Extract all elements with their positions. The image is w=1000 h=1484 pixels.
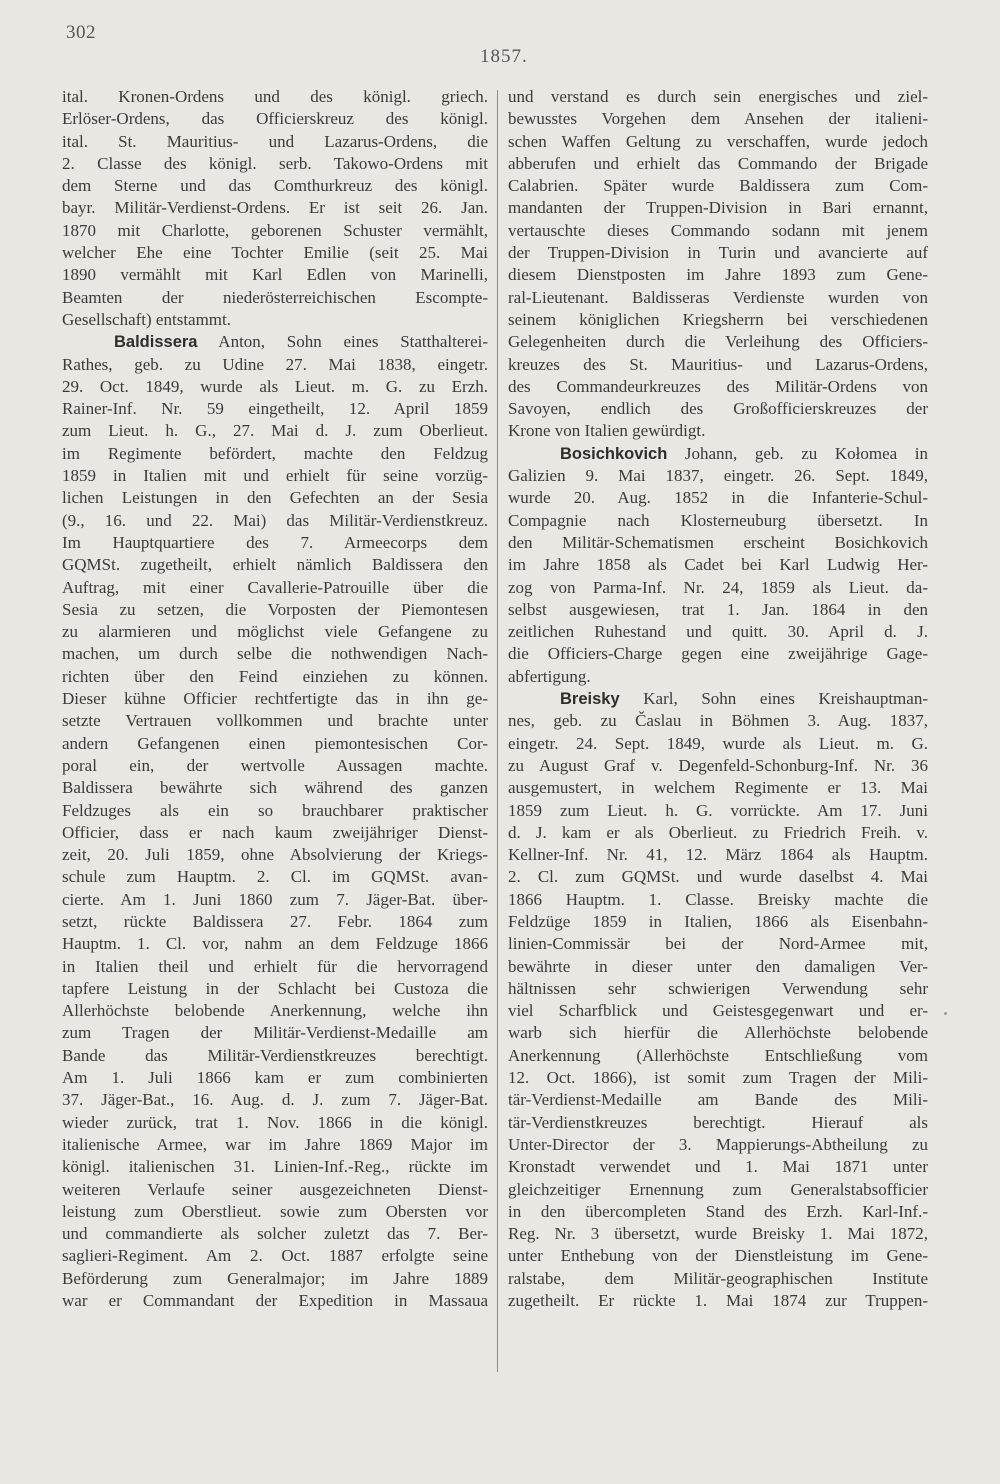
column-divider	[497, 90, 498, 1372]
text-line: in Italien theil und erhielt für die hervorragend	[62, 956, 488, 976]
text-line: Gelegenheiten durch die Verleihung des Officiers-	[508, 332, 928, 352]
text-line: zugetheilt. Er rückte 1. Mai 1874 zur Truppen-	[508, 1291, 928, 1311]
text-line: 12. Oct. 1866), ist somit zum Tragen der Mili-	[508, 1068, 928, 1088]
text-line: Bosichkovich Johann, geb. zu Kołomea in	[560, 443, 928, 463]
text-line: tär-Verdienstkreuzes berechtigt. Hierauf als	[508, 1112, 928, 1132]
text-line: 37. Jäger-Bat., 16. Aug. d. J. zum 7. Jäger-Bat.	[62, 1090, 488, 1110]
text-line: 1859 in Italien mit und erhielt für seine vorzüg-	[62, 466, 488, 486]
text-line: Kellner-Inf. Nr. 41, 12. März 1864 als Hauptm.	[508, 845, 928, 865]
text-line: 1859 zum Lieut. h. G. vorrückte. Am 17. Juni	[508, 800, 928, 820]
text-line: 2. Classe des königl. serb. Takowo-Ordens mit	[62, 153, 488, 173]
text-line: weiteren Verlaufe seiner ausgezeichneten Dienst-	[62, 1179, 488, 1199]
text-line: gleichzeitiger Ernennung zum Generalstabsofficier	[508, 1179, 928, 1199]
text-line: Kronstadt verwendet und 1. Mai 1871 unter	[508, 1157, 928, 1177]
text-line: bayr. Militär-Verdienst-Ordens. Er ist seit 26. Jan.	[62, 198, 488, 218]
text-line: linien-Commissär bei der Nord-Armee mit,	[508, 934, 928, 954]
right-column	[508, 86, 928, 1312]
text-line: (9., 16. und 22. Mai) das Militär-Verdienstkreuz.	[62, 510, 488, 530]
text-line: Officier, dass er nach kaum zweijähriger Dienst-	[62, 822, 488, 842]
text-line: mandanten der Truppen-Division in Bari ernannt,	[508, 198, 928, 218]
text-line: Baldissera Anton, Sohn eines Statthalterei-	[114, 332, 488, 352]
text-line: Galizien 9. Mai 1837, eingetr. 26. Sept. 1849,	[508, 466, 928, 486]
text-line: zeit, 20. Juli 1859, ohne Absolvierung der Kriegs-	[62, 845, 488, 865]
text-line: Dieser kühne Officier rechtfertigte das in ihn ge-	[62, 689, 488, 709]
text-line: selbst ausgewiesen, trat 1. Jan. 1864 in den	[508, 599, 928, 619]
text-line: dem Sterne und das Comthurkreuz des königl.	[62, 176, 488, 196]
text-line: Rathes, geb. zu Udine 27. Mai 1838, eingetr.	[62, 354, 488, 374]
text-line: italienische Armee, war im Jahre 1869 Major im	[62, 1134, 488, 1154]
text-line: und verstand es durch sein energisches und ziel-	[508, 87, 928, 106]
text-line: ital. St. Mauritius- und Lazarus-Ordens, die	[62, 131, 488, 151]
text-line: Breisky Karl, Sohn eines Kreishauptman-	[560, 689, 928, 709]
text-line: zeitlichen Ruhestand und quitt. 30. April d. J.	[508, 622, 928, 642]
text-line: warb sich hierfür die Allerhöchste belobende	[508, 1023, 928, 1043]
text-line: saglieri-Regiment. Am 2. Oct. 1887 erfolgte seine	[62, 1246, 488, 1266]
text-line: ralstabe, dem Militär-geographischen Institute	[508, 1268, 928, 1288]
text-line: Reg. Nr. 3 übersetzt, wurde Breisky 1. Mai 1872,	[508, 1224, 928, 1244]
text-line: Savoyen, endlich des Großofficierskreuzes der	[508, 399, 928, 419]
text-line: Beamten der niederösterreichischen Escompte-	[62, 287, 488, 307]
text-line: zum Tragen der Militär-Verdienst-Medaille am	[62, 1023, 488, 1043]
page-number: 302	[66, 22, 96, 43]
left-column	[62, 86, 488, 1312]
text-line: Erlöser-Ordens, das Officierskreuz des königl.	[62, 109, 488, 129]
text-line: machen, um durch selbe die nothwendigen Nach-	[62, 644, 488, 664]
text-line: abberufen und erhielt das Commando der Brigade	[508, 153, 928, 173]
text-line: Im Hauptquartiere des 7. Armeecorps dem	[62, 532, 488, 552]
text-line: ausgemustert, in welchem Regimente er 13. Mai	[508, 778, 928, 798]
text-line: 1866 Hauptm. 1. Classe. Breisky machte die	[508, 889, 928, 909]
text-line: königl. italienischen 31. Linien-Inf.-Reg., rückte im	[62, 1157, 488, 1177]
entry-name: Breisky	[560, 690, 620, 709]
text-line: setzt, rückte Baldissera 27. Febr. 1864 zum	[62, 911, 488, 931]
text-line: im Jahre 1858 als Cadet bei Karl Ludwig Her-	[508, 555, 928, 575]
text-line: Sesia zu setzen, die Vorposten der Piemontesen	[62, 599, 488, 619]
text-line: lichen Leistungen in den Gefechten an der Sesia	[62, 488, 488, 508]
text-line: zum Lieut. h. G., 27. Mai d. J. zum Oberlieut.	[62, 421, 488, 441]
text-line: d. J. kam er als Oberlieut. zu Friedrich Freih. v.	[508, 822, 928, 842]
text-line: Allerhöchste belobende Anerkennung, welche ihn	[62, 1001, 488, 1021]
text-line: Beförderung zum Generalmajor; im Jahre 1889	[62, 1268, 488, 1288]
text-line: GQMSt. zugetheilt, erhielt nämlich Baldissera den	[62, 555, 488, 575]
text-line: bewährte in dieser unter den damaligen Ver-	[508, 956, 928, 976]
text-line: den Militär-Schematismen erscheint Bosichkovich	[508, 532, 928, 552]
entry-name: Baldissera	[114, 333, 198, 352]
text-line: der Truppen-Division in Turin und avancierte auf	[508, 243, 928, 263]
text-line: Rainer-Inf. Nr. 59 eingetheilt, 12. April 1859	[62, 399, 488, 419]
text-line: wurde 20. Aug. 1852 in die Infanterie-Schul-	[508, 488, 928, 508]
text-line: im Regimente befördert, machte den Feldzug	[62, 443, 488, 463]
text-line: tär-Verdienst-Medaille am Bande des Mili-	[508, 1090, 928, 1110]
text-line: abfertigung.	[508, 666, 591, 686]
text-line: tapfere Leistung in der Schlacht bei Custoza die	[62, 978, 488, 998]
paper-speck	[944, 1012, 947, 1015]
text-line: seinem königlichen Kriegsherrn bei verschiedenen	[508, 309, 928, 329]
text-line: wieder zurück, trat 1. Nov. 1866 in die königl.	[62, 1112, 488, 1132]
text-line: eingetr. 24. Sept. 1849, wurde als Lieut. m. G.	[508, 733, 928, 753]
text-line: viel Scharfblick und Geistesgegenwart und er-	[508, 1001, 928, 1021]
text-line: ital. Kronen-Ordens und des königl. griech.	[62, 87, 488, 106]
text-line: Gesellschaft) entstammt.	[62, 309, 232, 329]
text-line: kreuzes des St. Mauritius- und Lazarus-Ordens,	[508, 354, 928, 374]
text-line: und commandierte als solcher zuletzt das 7. Ber-	[62, 1224, 488, 1244]
text-line: Auftrag, mit einer Cavallerie-Patrouille über die	[62, 577, 488, 597]
text-line: zu alarmieren und möglichst viele Gefangene zu	[62, 622, 488, 642]
text-line: Compagnie nach Klosterneuburg übersetzt. In	[508, 510, 928, 530]
text-line: Calabrien. Später wurde Baldissera zum Com-	[508, 176, 928, 196]
text-line: war er Commandant der Expedition in Massaua	[62, 1291, 488, 1311]
text-line: in den übercompleten Stand des Erzh. Karl-Inf.-	[508, 1201, 928, 1221]
text-line: zog von Parma-Inf. Nr. 24, 1859 als Lieut. da-	[508, 577, 928, 597]
text-line: zu August Graf v. Degenfeld-Schonburg-Inf. Nr. 36	[508, 755, 928, 775]
text-line: setzte Vertrauen vollkommen und brachte unter	[62, 711, 488, 731]
text-line: cierte. Am 1. Juni 1860 zum 7. Jäger-Bat. über-	[62, 889, 488, 909]
text-line: schule zum Hauptm. 2. Cl. im GQMSt. avan-	[62, 867, 488, 887]
text-line: hältnissen sehr schwierigen Verwendung sehr	[508, 978, 928, 998]
text-line: schen Waffen Geltung zu verschaffen, wurde jedoch	[508, 131, 928, 151]
text-line: Hauptm. 1. Cl. vor, nahm an dem Feldzuge 1866	[62, 934, 488, 954]
text-line: Baldissera bewährte sich während des ganzen	[62, 778, 488, 798]
text-line: vertauschte dieses Commando sodann mit jenem	[508, 220, 928, 240]
text-line: 29. Oct. 1849, wurde als Lieut. m. G. zu Erzh.	[62, 376, 488, 396]
text-line: Am 1. Juli 1866 kam er zum combinierten	[62, 1068, 488, 1088]
text-line: Krone von Italien gewürdigt.	[508, 421, 706, 441]
text-line: Unter-Director der 3. Mappierungs-Abtheilung zu	[508, 1134, 928, 1154]
text-line: nes, geb. zu Časlau in Böhmen 3. Aug. 1837,	[508, 711, 928, 731]
text-line: 1890 vermählt mit Karl Edlen von Marinelli,	[62, 265, 488, 285]
text-line: Feldzüge 1859 in Italien, 1866 als Eisenbahn-	[508, 911, 928, 931]
entry-name: Bosichkovich	[560, 444, 668, 463]
text-line: andern Gefangenen einen piemontesischen Cor-	[62, 733, 488, 753]
text-line: 1870 mit Charlotte, geborenen Schuster vermählt,	[62, 220, 488, 240]
text-line: unter Enthebung von der Dienstleistung im Gene-	[508, 1246, 928, 1266]
text-line: poral ein, der wertvolle Aussagen machte.	[62, 755, 488, 775]
text-line: die Officiers-Charge gegen eine zweijährige Gage-	[508, 644, 928, 664]
text-line: ral-Lieutenant. Baldisseras Verdienste wurden von	[508, 287, 928, 307]
running-head-year: 1857.	[480, 46, 528, 67]
text-line: richten über den Feind einziehen zu können.	[62, 666, 488, 686]
text-line: des Commandeurkreuzes des Militär-Ordens von	[508, 376, 928, 396]
text-line: Bande das Militär-Verdienstkreuzes berechtigt.	[62, 1045, 488, 1065]
text-line: Feldzuges als ein so brauchbarer praktischer	[62, 800, 488, 820]
text-line: bewusstes Vorgehen dem Ansehen der italieni-	[508, 109, 928, 129]
text-line: leistung zum Oberstlieut. sowie zum Obersten vor	[62, 1201, 488, 1221]
text-line: 2. Cl. zum GQMSt. und wurde daselbst 4. Mai	[508, 867, 928, 887]
text-line: Anerkennung (Allerhöchste Entschließung vom	[508, 1045, 928, 1065]
text-line: diesem Dienstposten im Jahre 1893 zum Gene-	[508, 265, 928, 285]
text-line: welcher Ehe eine Tochter Emilie (seit 25. Mai	[62, 243, 488, 263]
